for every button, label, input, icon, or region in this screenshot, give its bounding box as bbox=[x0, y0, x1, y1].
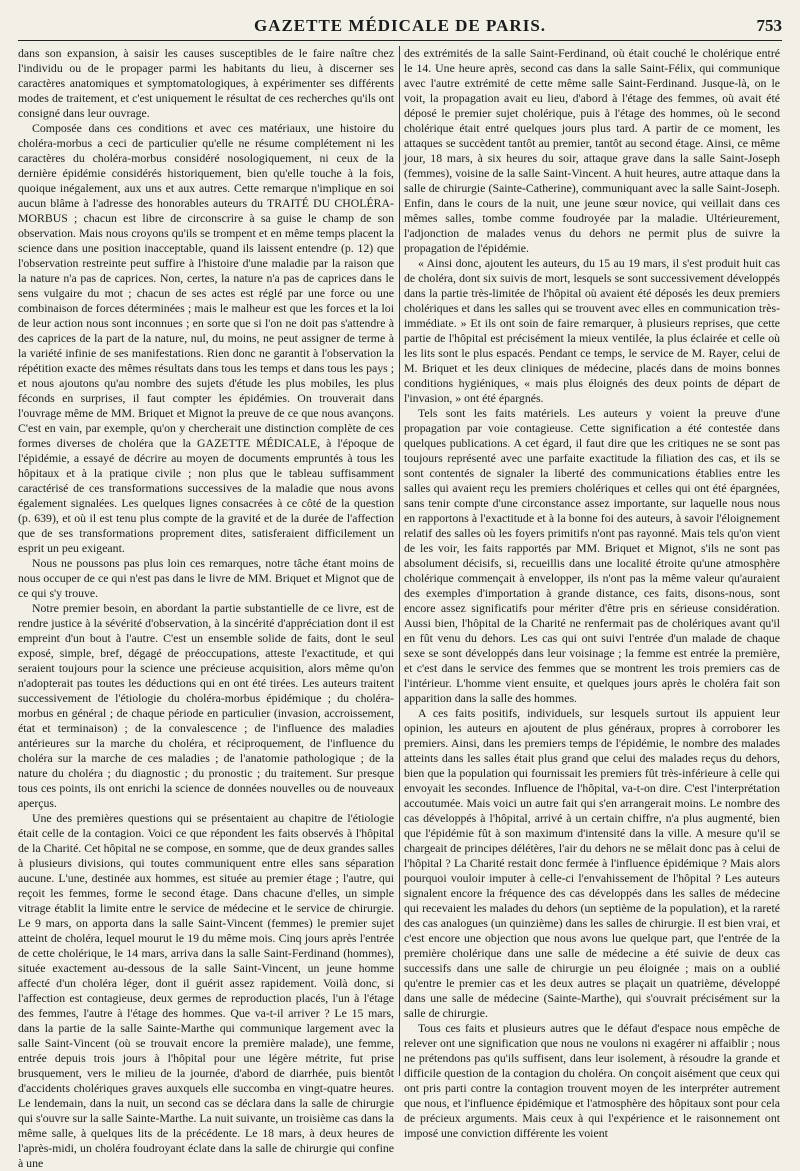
paragraph: Tous ces faits et plusieurs autres que le défaut d'espace nous empêche de relever ont une signification que nous ne voulons ni exagérer ni affaiblir ; nous ne prétendons pas qu'ils suffisent, dans leur isolement, à résoudre la grande et difficile question de la contagion du choléra. On conçoit aisément que ceux qui ont pris parti contre la contagion trouvent moyen de les interpréter autrement que nous, et l'influence épidémique et l'atmosphère des hôpitaux sont pour cela de précieux arguments. Mais ceux à qui l'expérience et le raisonnement ont imposé une conviction différente les voient bbox=[404, 1021, 780, 1140]
paragraph: Notre premier besoin, en abordant la partie substantielle de ce livre, est de rendre justice à la sévérité d'observation, à la sincérité d'appréciation dont il est empreint d'un bout à l'autre. C'est un ensemble solide de faits, dont le seul exposé, simple, bref, dégagé de préoccupations, atteste l'exactitude, et qui seraient toujours pour la science une précieuse acquisition, alors même qu'on n'adopterait pas toutes les déductions qui en ont été tirées. Les auteurs traitent successivement de l'étiologie du choléra-morbus épidémique ; du choléra-morbus en général ; de chaque période en particulier (invasion, accroissement, état et terminaison) ; de la convalescence ; de l'influence des maladies antérieures sur la marche du choléra, et réciproquement, de l'influence du choléra sur la marche de ces maladies ; de l'anatomie pathologique ; de la nature du choléra ; du diagnostic ; du pronostic ; du traitement. Sur presque tous ces points, ils ont enrichi la science de données nouvelles ou de nouveaux aperçus. bbox=[18, 601, 394, 810]
page-number: 753 bbox=[756, 16, 782, 35]
paragraph: des extrémités de la salle Saint-Ferdinand, où était couché le cholérique entré le 14. Une heure après, second cas dans la salle Saint-Félix, qui communique avec l'autre extrémité de cette même salle Saint-Ferdinand. Jusque-là, on le voit, la propagation avait eu lieu, d'abord à l'étage des femmes, où avait été déposé le premier sujet cholérique, puis à l'étage des hommes, où le second cholérique était entré quelques jours plus tard. A partir de ce moment, les attaques se succèdent tantôt au premier, tantôt au second étage. Ainsi, ce même jour, 18 mars, à six heures du soir, attaque grave dans la salle Saint-Joseph (femmes), voisine de la salle Saint-Vincent. A huit heures, autre attaque dans la salle de chirurgie (Sainte-Catherine), communiquant avec la salle Saint-Joseph. Enfin, dans le cours de la nuit, une jeune sœur novice, qui veillait dans ces mêmes salles, tombe comme foudroyée par la maladie. Ultérieurement, l'adjonction de malades venus du dehors ne permit plus de suivre la propagation de l'épidémie. bbox=[404, 46, 780, 255]
right-column bbox=[404, 46, 780, 1140]
paragraph: Composée dans ces conditions et avec ces matériaux, une histoire du choléra-morbus a ceci de particulier qu'elle ne résume complétement ni les caractères du choléra-morbus considéré nosologiquement, ni ceux de la dernière épidémie considérés historiquement, bien qu'elle touche à la fois, quoique inégalement, aux uns et aux autres. Cette remarque n'implique en soi aucun blâme à l'adresse des honorables auteurs du TRAITÉ DU CHOLÉRA-MORBUS ; chacun est libre de circonscrire à sa guise le champ de son observation. Mais nous croyons qu'ils se trompent et en même temps placent la science dans une position inacceptable, quand ils laissent entendre (p. 12) que l'observation restreinte peut suffire à l'histoire d'une maladie par la raison que la nature n'a pas de caprices. Non, certes, la nature n'a pas de caprices dans le sens vulgaire du mot ; chacun de ses actes est réglé par une force ou une combinaison de forces déterminées ; mais le malheur est que les forces et la loi de leur action nous sont inconnues ; en sorte que si l'on ne doit pas s'attendre à des caprices de la part de la nature, nul, du moins, ne peut assigner de terme à la variété infinie de ses manifestations. Rien donc ne garantit à l'observation la répétition exacte des mêmes résultats dans tous les temps et dans tous les pays ; et nous ajoutons qu'au nombre des sujets d'étude les plus mobiles, les plus féconds en surprises, il faut compter les épidémies. On trouverait dans l'ouvrage même de MM. Briquet et Mignot la preuve de ce que nous avançons. C'est en vain, par exemple, qu'on y chercherait une distinction complète de ces formes diverses de choléra que la GAZETTE MÉDICALE, à l'époque de l'épidémie, a essayé de décrire au moyen de documents empruntés à tous les hôpitaux et à la pratique civile ; non plus que le tableau suffisamment caractérisé de ces transformations successives de la maladie que nous avons également signalées. Les quelques lignes consacrées à ce côté de la question (p. 639), et où il est tenu plus compte de la gravité et de la durée de l'affection que de ses transformations proprement dites, satisferaient difficilement un esprit un peu exigeant. bbox=[18, 121, 394, 555]
paragraph: dans son expansion, à saisir les causes susceptibles de le faire naître chez l'individu ou de le propager parmi les habitants du lieu, à discerner ses caractères anatomiques et symptomatologiques, à expérimenter ses différents modes de traitement, et c'est uniquement le résultat de ces recherches qu'ils ont consigné dans leur ouvrage. bbox=[18, 46, 394, 120]
column-divider bbox=[399, 46, 400, 1076]
paragraph: A ces faits positifs, individuels, sur lesquels surtout ils appuient leur opinion, les auteurs en ajoutent de plus généraux, propres à corroborer les premiers. Ainsi, dans les premiers temps de l'épidémie, le nombre des malades atteints dans les salles était plus grand que celui des malades reçus du dehors, bien que la population qui fournissait les premiers fût très-inférieure à celle qui envoyait les secondes. Influence de l'hôpital, va-t-on dire. C'est l'interprétation accoutumée. Mais voici un autre fait qui s'en arrangerait moins. Le nombre des cas développés à l'hôpital, arrivé à un certain chiffre, n'a plus augmenté, bien que l'épidémie fût à son maximum d'intensité dans la ville. A mesure qu'il se chargeait de principes délétères, l'air du dehors ne se mêlait donc pas à celui de l'hôpital ? La Charité restait donc fermée à l'influence épidémique ? Mais alors pourquoi vouloir imputer à celle-ci l'envahissement de l'hôpital ? Les auteurs signalent encore la fréquence des cas développés dans les salles de médecine qui recevaient les malades du dehors (un septième de la population), et la rareté des cas analogues (un quinzième) dans les salles de chirurgie. Il est bien vrai, et c'est encore une objection que nous avons lue quelque part, que l'entrée de la première cholérique dans une salle de médecine a été suivie de deux cas successifs dans une salle de chirurgie un peu éloignée ; mais on a oublié qu'entre le premier cas et les deux autres se plaçait un quatrième, développé dans une salle de médecine (Sainte-Marthe), qui s'ouvrait précisément sur la salle de chirurgie. bbox=[404, 706, 780, 1020]
paragraph: Une des premières questions qui se présentaient au chapitre de l'étiologie était celle de la contagion. Voici ce que répondent les faits observés à l'hôpital de la Charité. Cet hôpital ne se compose, en somme, que de deux grandes salles à plusieurs divisions, qui toutes communiquent entre elles sans séparation aucune. L'une, destinée aux hommes, est située au premier étage ; l'autre, qui reçoit les femmes, forme le second étage. Dans chacune d'elles, un simple vitrage établit la limite entre le service de médecine et le service de chirurgie. Le 9 mars, on apporta dans la salle Saint-Vincent (femmes) le premier sujet atteint de choléra, lequel mourut le 19 du même mois. Cinq jours après l'entrée de cette cholérique, le 14 mars, arriva dans la salle Saint-Ferdinand (hommes), située exactement au-dessous de la salle Saint-Vincent, un jeune homme affecté d'un choléra léger, dont il guérit assez rapidement. Voilà donc, si l'affection est contagieuse, deux germes de reproduction placés, l'un à l'étage des femmes, l'autre à l'étage des hommes. Que va-t-il arriver ? Le 15 mars, dans la partie de la salle Sainte-Marthe qui communique largement avec la salle Saint-Vincent (où se trouvait encore la première malade), une femme, entrée depuis trois jours à l'hôpital pour une légère métrite, fut prise brusquement, vers le milieu de la journée, d'abord de diarrhée, puis bientôt d'accidents cholériques graves auxquels elle succomba en vingt-quatre heures. Le lendemain, dans la nuit, un second cas se déclara dans la salle de chirurgie qui s'ouvre sur la salle Sainte-Marthe. La nuit suivante, un troisième cas dans la même salle, à quelques lits de la précédente. Le 18 mars, à deux heures de l'après-midi, un choléra foudroyant éclate dans la salle de chirurgie qui confine à une bbox=[18, 811, 394, 1170]
paragraph: Nous ne poussons pas plus loin ces remarques, notre tâche étant moins de nous occuper de ce qui n'est pas dans le livre de MM. Briquet et Mignot que de ce qui s'y trouve. bbox=[18, 556, 394, 600]
paragraph: Tels sont les faits matériels. Les auteurs y voient la preuve d'une propagation par voie contagieuse. Cette signification a été contestée dans quelques publications. A cet égard, il faut dire que les critiques ne se sont pas toujours représenté avec une parfaite exactitude la filiation des cas, et ils se sont contentés de signaler la liberté des communications établies entre les salles qui avaient reçu les premiers cholériques et celles qui ont été épargnées, sans tenir compte d'une circonstance assez importante, sur laquelle nous nous en rapportons à l'exactitude et à la bonne foi des auteurs, à savoir l'éloignement relatif des salles où les foyers primitifs n'ont pas rayonné. Mais tels qu'on vient de les voir, les faits rapportés par MM. Briquet et Mignot, s'ils ne sont pas absolument décisifs, si, recueillis dans une localité étroite qu'une atmosphère cholérique commençait à envelopper, ils n'ont pas la même valeur qu'auraient des exemples d'importation à grande distance, ces faits, disons-nous, sont encore assez significatifs pour mériter d'être pris en sérieuse considération. Aussi bien, l'hôpital de la Charité ne renfermait pas de cholériques avant qu'il en fût venu du dehors. Les cas qui ont suivi l'entrée d'un malade de chaque sexe se sont développés dans leur voisinage ; la femme est entrée la première, et c'est dans le service des femmes que se montrent les trois premiers cas de l'intérieur. L'homme vient ensuite, et quelques jours après le choléra fait son apparition dans la salle des hommes. bbox=[404, 406, 780, 705]
page-header bbox=[18, 12, 782, 41]
paragraph: « Ainsi donc, ajoutent les auteurs, du 15 au 19 mars, il s'est produit huit cas de choléra, dont six suivis de mort, lesquels se sont successivement développés dans la partie très-limitée de l'hôpital où avaient été déposés les deux premiers cholériques et dans les salles qui se trouvent avec elles en communication très-immédiate. » Et ils ont soin de faire remarquer, à plusieurs reprises, que cette partie de l'hôpital est précisément la mieux ventilée, la plus éclairée et celle où les lits sont le plus espacés. Pendant ce temps, le service de M. Rayer, celui de M. Briquet et les deux cliniques de médecine, placés dans de moins bonnes conditions hygiéniques, « mais plus éloignés des deux points de départ de l'invasion, » ont été épargnés. bbox=[404, 256, 780, 405]
left-column bbox=[18, 46, 394, 1170]
page-title: GAZETTE MÉDICALE DE PARIS. bbox=[253, 16, 547, 35]
